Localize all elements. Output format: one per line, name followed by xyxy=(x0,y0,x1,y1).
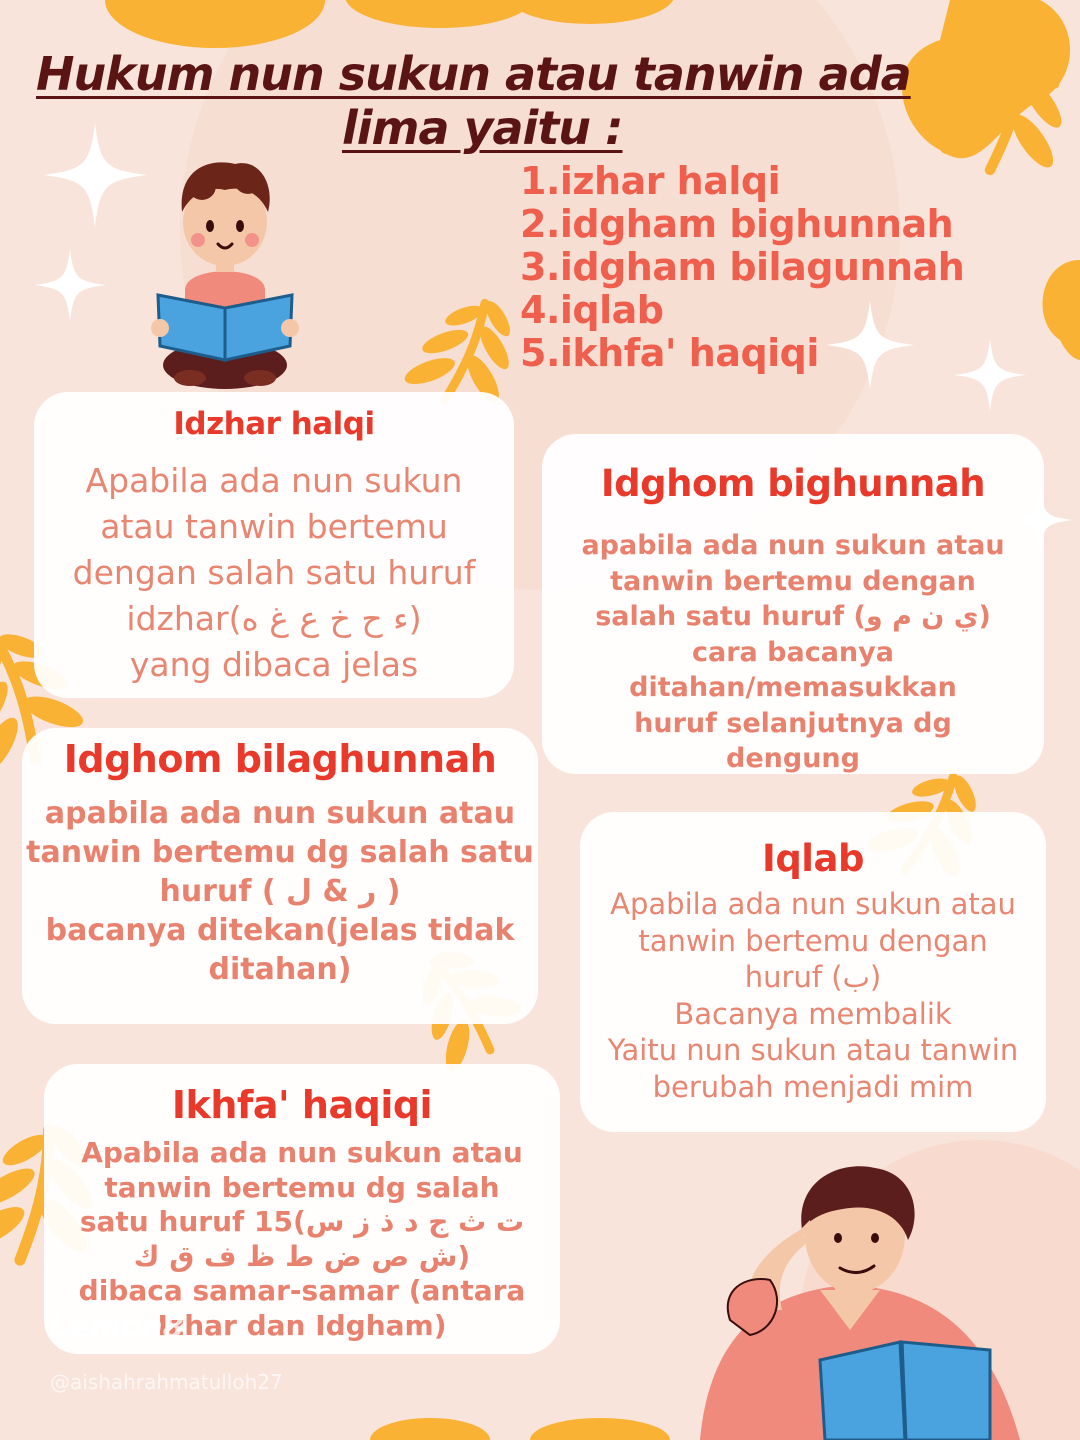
list-item: 4.iqlab xyxy=(520,288,664,332)
card-line: bacanya ditekan(jelas tidak xyxy=(45,913,515,948)
watermark-handle: @aishahrahmatulloh27 xyxy=(50,1370,283,1394)
card-line: Apabila ada nun sukun xyxy=(85,461,463,500)
card-line: huruf selanjutnya dg xyxy=(634,707,952,739)
card-line: tanwin bertemu dengan xyxy=(638,923,988,958)
teacher-illustration xyxy=(690,1160,1030,1440)
card-heading: Iqlab xyxy=(762,837,864,880)
card-idghom-bighunnah xyxy=(542,434,1044,774)
card-line: Apabila ada nun sukun atau xyxy=(610,887,1016,921)
card-line: tanwin bertemu dg salah xyxy=(104,1170,500,1204)
card-line: Izhar dan Idgham) xyxy=(157,1308,447,1342)
list-item: 1.izhar halqi xyxy=(520,159,781,203)
card-line: Bacanya membalik xyxy=(674,996,952,1031)
card-heading: Ikhfa' haqiqi xyxy=(171,1083,433,1127)
card-line: dibaca samar-samar (antara xyxy=(78,1274,526,1307)
card-body xyxy=(580,882,1046,1105)
list-item: 3.idgham bilagunnah xyxy=(520,245,965,289)
card-line: salah satu huruf (ي ن م و) xyxy=(595,601,991,632)
card-line: dengan salah satu huruf xyxy=(72,553,476,592)
card-line: idzhar(ء ح خ ع غ ه) xyxy=(126,599,422,638)
card-line: ش ص ض ط ظ ف ق ك) xyxy=(133,1239,471,1273)
card-line: tanwin bertemu dg salah satu xyxy=(26,835,534,870)
card-line: huruf (ب) xyxy=(744,960,882,994)
card-iqlab xyxy=(580,812,1046,1132)
card-body xyxy=(22,784,538,989)
card-line: yang dibaca jelas xyxy=(129,645,419,684)
card-heading: Idghom bighunnah xyxy=(600,462,986,505)
card-line: ditahan/memasukkan xyxy=(629,672,957,703)
card-idghom-bilaghunnah xyxy=(22,728,538,1024)
card-line: apabila ada nun sukun atau xyxy=(581,530,1005,561)
card-line: Apabila ada nun sukun atau xyxy=(81,1136,523,1169)
child-reading-illustration xyxy=(140,150,310,395)
card-line: huruf ( ر & ل ) xyxy=(159,874,401,909)
card-body xyxy=(34,444,514,688)
card-heading: Idzhar halqi xyxy=(173,406,375,442)
list-item: 5.ikhfa' haqiqi xyxy=(520,331,819,375)
page-title-line-2: lima yaitu : xyxy=(342,101,623,155)
card-line: tanwin bertemu dengan xyxy=(610,565,976,597)
card-heading: Idghom bilaghunnah xyxy=(63,737,497,781)
page-title-line-1: Hukum nun sukun atau tanwin ada xyxy=(36,47,911,101)
card-line: berubah menjadi mim xyxy=(652,1069,974,1104)
card-line: Yaitu nun sukun atau tanwin xyxy=(607,1033,1019,1067)
card-izhar-halqi xyxy=(34,392,514,698)
hukum-list xyxy=(520,160,964,375)
card-line: apabila ada nun sukun atau xyxy=(44,796,516,831)
watermark-logo: Lemon8 xyxy=(50,1310,184,1345)
card-line: ditahan) xyxy=(208,952,352,987)
card-line: satu huruf 15(ت ث ج د ذ ز س xyxy=(79,1205,525,1238)
list-item: 2.idgham bighunnah xyxy=(520,202,954,246)
card-line: cara bacanya xyxy=(692,636,894,668)
card-body xyxy=(542,508,1044,777)
card-line: dengung xyxy=(726,743,860,774)
card-line: atau tanwin bertemu xyxy=(100,507,448,546)
